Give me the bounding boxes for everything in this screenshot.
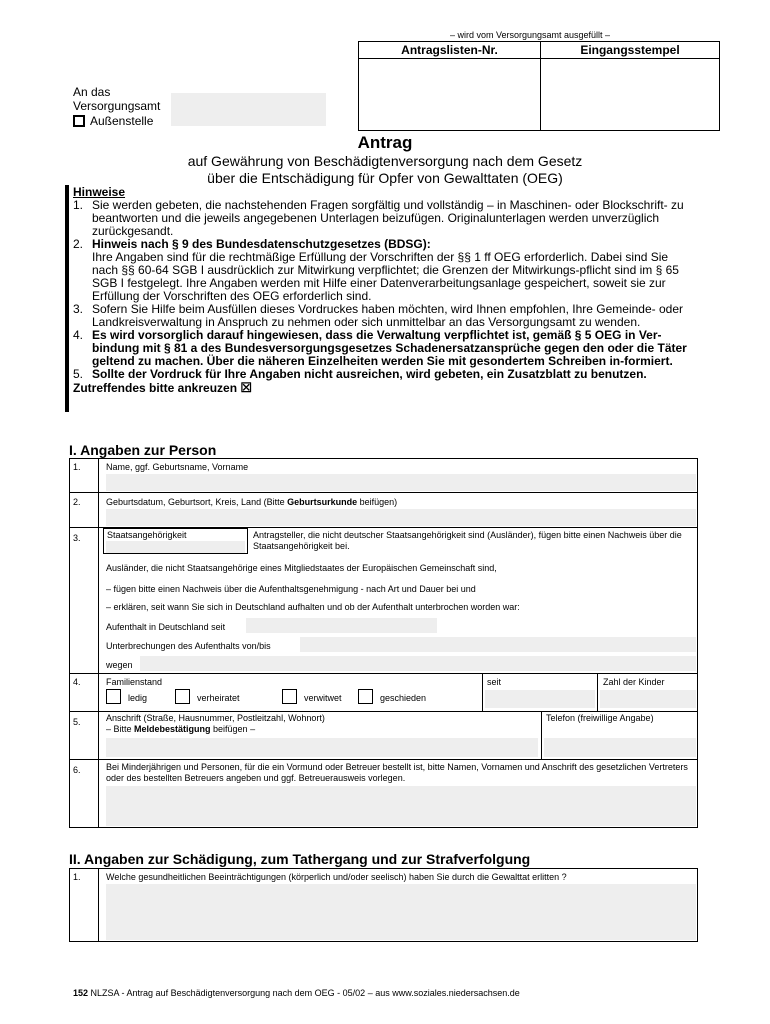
hints-block	[73, 186, 693, 395]
registration-note: – Bitte Meldebestätigung beifügen –	[106, 724, 256, 734]
interrupt-label: Unterbrechungen des Aufenthalts von/bis	[106, 641, 271, 651]
tick-note: Zutreffendes bitte ankreuzen ☒	[73, 380, 253, 395]
footer-text: NLZSA - Antrag auf Beschädigtenversorgung nach dem OEG - 05/02 – aus www.soziales.niedersachsen.de	[88, 988, 520, 998]
branch-label: Außenstelle	[90, 114, 154, 128]
eu-note: Ausländer, die nicht Staatsangehörige eines Mitgliedstaates der Europäischen Gemeinschaft sind,	[106, 563, 497, 573]
office-use-note: – wird vom Versorgungsamt ausgefüllt –	[449, 30, 611, 40]
children-label: Zahl der Kinder	[603, 677, 665, 687]
branch-row	[73, 115, 153, 128]
hint-2: 2. Hinweis nach § 9 des Bundesdatenschutzgesetzes (BDSG): Ihre Angaben sind für die rechtmäßige Erfüllung der Vorschriften der §§ 1 ff OEG erforderlich. Dabei sind Sie nach §§ 60-64 SGB I ausdrücklich zur Mitwirkung verpflichtet; die Grenzen der Mitwirkungs-pflicht sind im § 65 SGB I festgelegt. Ihre Angaben werden mit Hilfe einer Datenverarbeitungsanlage gespeichert, soweit sie zur Erfüllung der Vorschriften des OEG erforderlich sind.	[73, 237, 679, 303]
hint-4: 4. Es wird vorsorglich darauf hingewiesen, dass die Verwaltung verpflichtet ist, gemäß § 5 OEG in Ver-bindung mit § 81 a des Bundesversorgungsgesetzes Schadenersatzansprüche gegen den oder die Täter geltend zu machen. Über die näheren Einzelheiten werden Sie mit gesondertem Schreiben in-formiert.	[73, 328, 687, 368]
form-title: Antrag	[357, 133, 413, 152]
single-label: ledig	[128, 693, 148, 703]
guardian-field[interactable]	[106, 786, 696, 826]
row3-number: 3.	[73, 533, 81, 543]
row6-number: 6.	[73, 765, 81, 775]
marital-label: Familienstand	[106, 677, 163, 687]
interrupt-field[interactable]	[300, 637, 696, 652]
address-line2: Versorgungsamt	[73, 99, 161, 113]
birth-label: Geburtsdatum, Geburtsort, Kreis, Land (Bitte Geburtsurkunde beifügen)	[106, 497, 398, 507]
row4-number: 4.	[73, 677, 81, 687]
married-label: verheiratet	[197, 693, 240, 703]
footer	[73, 988, 520, 999]
section1-title: I. Angaben zur Person	[69, 442, 217, 458]
form-subtitle-1: auf Gewährung von Beschädigtenversorgung nach dem Gesetz	[187, 153, 583, 169]
stay-label: Aufenthalt in Deutschland seit	[106, 622, 226, 632]
health-impairment-field[interactable]	[106, 884, 696, 940]
reason-label: wegen	[106, 660, 133, 670]
footer-page-number: 152	[73, 988, 89, 998]
phone-field[interactable]	[544, 738, 696, 757]
health-impairment-label: Welche gesundheitlichen Beeinträchtigungen (körperlich und/oder seelisch) haben Sie durch die Gewalttat erlitten ?	[106, 872, 567, 882]
branch-checkbox[interactable]	[73, 115, 85, 127]
since-note: – erklären, seit wann Sie sich in Deutschland aufhalten und ob der Aufenthalt unterbrochen worden war:	[106, 602, 520, 612]
address-line1: An das	[73, 85, 111, 99]
phone-label: Telefon (freiwillige Angabe)	[546, 713, 654, 723]
hint-5: 5. Sollte der Vordruck für Ihre Angaben nicht ausreichen, wird gebeten, ein Zusatzblatt zu benutzen.	[73, 367, 647, 381]
widowed-label: verwitwet	[304, 693, 342, 703]
row5-number: 5.	[73, 717, 81, 727]
address-field[interactable]	[106, 738, 538, 757]
form-subtitle-2: über die Entschädigung für Opfer von Gewalttaten (OEG)	[207, 170, 563, 186]
married-checkbox[interactable]	[175, 689, 190, 704]
children-field[interactable]	[600, 690, 696, 708]
hint-1: 1. Sie werden gebeten, die nachstehenden Fragen sorgfältig und vollständig – in Maschinen- oder Blockschrift- zu beantworten und die jeweils angegebenen Unterlagen beizufügen. Originalunterlagen werden unverzüglich zurückgesandt.	[73, 198, 684, 238]
row1-number: 1.	[73, 462, 81, 472]
divorced-checkbox[interactable]	[358, 689, 373, 704]
list-number-label: Antragslisten-Nr.	[401, 43, 498, 57]
widowed-checkbox[interactable]	[282, 689, 297, 704]
hints-heading: Hinweise	[73, 185, 126, 199]
office-name-field[interactable]	[171, 93, 326, 126]
birth-field[interactable]	[106, 509, 696, 526]
row2-number: 2.	[73, 497, 81, 507]
reason-field[interactable]	[140, 656, 696, 671]
stay-field[interactable]	[246, 618, 437, 633]
stamp-label: Eingangsstempel	[580, 43, 680, 57]
ticked-box-icon: ☒	[240, 380, 253, 395]
s2-row1-number: 1.	[73, 872, 81, 882]
section2-title: II. Angaben zur Schädigung, zum Tathergang und zur Strafverfolgung	[69, 851, 531, 867]
nationality-label: Staatsangehörigkeit	[107, 530, 187, 540]
permit-note: – fügen bitte einen Nachweis über die Aufenthaltsgenehmigung - nach Art und Dauer bei und	[106, 584, 476, 594]
nationality-field[interactable]	[106, 541, 245, 553]
hint-3: 3. Sofern Sie Hilfe beim Ausfüllen dieses Vordruckes haben möchten, wird Ihnen empfohlen, Ihre Gemeinde- oder Landkreisverwaltung in Anspruch zu nehmen oder sich unmittelbar an das Versorgungsamt zu wenden.	[73, 302, 683, 329]
single-checkbox[interactable]	[106, 689, 121, 704]
name-field[interactable]	[106, 474, 696, 491]
divorced-label: geschieden	[380, 693, 427, 703]
marital-since-field[interactable]	[485, 690, 595, 708]
hint-bar	[65, 185, 69, 412]
guardian-label: Bei Minderjährigen und Personen, für die ein Vormund oder Betreuer bestellt ist, bitte Namen, Vornamen und Anschrift des gesetzlichen Vertreters oder des bestellten Betreuers angeben und ggf. Betreuerausweis vorlegen.	[106, 762, 688, 783]
name-label: Name, ggf. Geburtsname, Vorname	[106, 462, 249, 472]
foreigner-note: Antragsteller, die nicht deutscher Staatsangehörigkeit sind (Ausländer), fügen bitte einen Nachweis über die Staatsangehörigkeit bei.	[253, 530, 682, 551]
office-use-box	[358, 41, 720, 131]
marital-since-label: seit	[487, 677, 502, 687]
nationality-box	[103, 528, 248, 554]
address-label: Anschrift (Straße, Hausnummer, Postleitzahl, Wohnort)	[106, 713, 325, 723]
